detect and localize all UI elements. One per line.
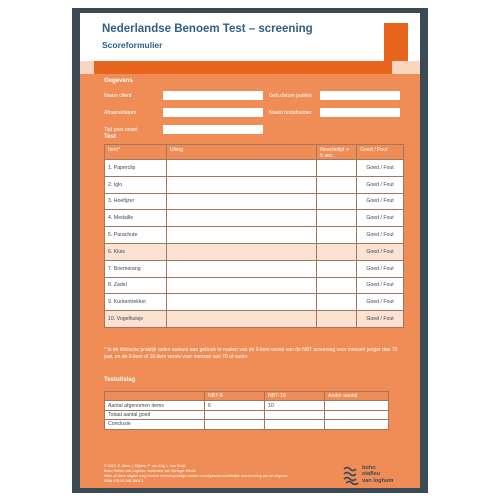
table-row xyxy=(105,210,404,227)
field-afnamedatum[interactable] xyxy=(163,108,263,117)
reactietijd-cell[interactable] xyxy=(317,311,357,328)
reactietijd-cell[interactable] xyxy=(317,294,357,311)
uiting-cell[interactable] xyxy=(166,311,316,328)
reactietijd-cell[interactable] xyxy=(317,176,357,193)
uiting-cell[interactable] xyxy=(166,193,316,210)
copyright-block xyxy=(104,464,288,484)
section-heading-test: Test xyxy=(104,134,116,140)
col-header-goed-fout: Goed / Fout xyxy=(357,145,404,160)
header-accent-block xyxy=(384,23,408,61)
goed-fout-cell[interactable]: Goed / Fout xyxy=(357,311,404,328)
table-row xyxy=(105,277,404,294)
result-row-label: Conclusie xyxy=(105,420,205,429)
goed-fout-cell[interactable]: Goed / Fout xyxy=(357,227,404,244)
table-row xyxy=(105,294,404,311)
table-row xyxy=(105,160,404,177)
uiting-cell[interactable] xyxy=(166,160,316,177)
result-cell-ander[interactable] xyxy=(325,410,389,419)
result-cell-nbt6[interactable]: 6 xyxy=(205,401,265,410)
uiting-cell[interactable] xyxy=(166,243,316,260)
result-col-header-nbt10: NBT-10 xyxy=(265,392,325,401)
result-table xyxy=(104,391,389,430)
logo-line: van loghum xyxy=(362,477,394,484)
goed-fout-cell[interactable]: Goed / Fout xyxy=(357,176,404,193)
item-label: 7. Boemerang xyxy=(105,260,167,277)
frame-bottom xyxy=(72,488,428,493)
test-table xyxy=(104,144,404,328)
item-label: 10. Vogelhuisje xyxy=(105,311,167,328)
frame-right xyxy=(420,13,428,488)
result-row-label: Totaal aantal goed xyxy=(105,410,205,419)
reactietijd-cell[interactable] xyxy=(317,243,357,260)
item-label: 8. Zadel xyxy=(105,277,167,294)
section-heading-gegevens: Gegevens xyxy=(104,78,133,84)
field-label-naam-testafnemer: Naam testafnemer xyxy=(269,110,312,116)
item-label: 6. Kluis xyxy=(105,243,167,260)
field-naam-client[interactable] xyxy=(163,91,263,100)
goed-fout-cell[interactable]: Goed / Fout xyxy=(357,193,404,210)
col-header-reactietijd: Reactietijd > 5 sec. xyxy=(317,145,357,160)
uiting-cell[interactable] xyxy=(166,277,316,294)
result-col-header-empty xyxy=(105,392,205,401)
uiting-cell[interactable] xyxy=(166,227,316,244)
reactietijd-cell[interactable] xyxy=(317,210,357,227)
result-cell-nbt10[interactable]: 10 xyxy=(265,401,325,410)
section-heading-testuitslag: Testuitslag xyxy=(104,377,136,383)
table-row xyxy=(105,401,389,410)
copyright-line: Niets uit deze uitgave mag worden vermenigvuldigd zonder voorafgaande schriftelijke toestemming van de uitgever. xyxy=(104,474,288,478)
table-row xyxy=(105,176,404,193)
goed-fout-cell[interactable]: Goed / Fout xyxy=(357,160,404,177)
goed-fout-cell[interactable]: Goed / Fout xyxy=(357,210,404,227)
field-geb-datum[interactable] xyxy=(320,91,400,100)
item-label: 3. Hoefijzer xyxy=(105,193,167,210)
result-row-label: Aantal afgenomen items xyxy=(105,401,205,410)
score-form-page xyxy=(80,13,420,488)
form-title: Nederlandse Benoem Test – screening xyxy=(102,23,313,35)
footnote: * In de klinische praktijk raden auteurs aan gebruik te maken van de 6-item versie van de NBT screening voor mensen jonger dan 70 jaar, en de 6-item of 10-item versie voor mensen van 70 of ouder. xyxy=(104,347,398,360)
goed-fout-cell[interactable]: Goed / Fout xyxy=(357,294,404,311)
result-cell-nbt6[interactable] xyxy=(205,420,265,429)
field-tijd-post-onset[interactable] xyxy=(163,125,263,134)
goed-fout-cell[interactable]: Goed / Fout xyxy=(357,243,404,260)
result-cell-nbt6[interactable] xyxy=(205,410,265,419)
table-row xyxy=(105,420,389,429)
reactietijd-cell[interactable] xyxy=(317,160,357,177)
header-stripe-dark xyxy=(94,61,392,74)
result-cell-ander[interactable] xyxy=(325,420,389,429)
field-label-naam-client: Naam cliënt xyxy=(104,93,132,99)
item-label: 5. Parachute xyxy=(105,227,167,244)
result-cell-ander[interactable] xyxy=(325,401,389,410)
uiting-cell[interactable] xyxy=(166,294,316,311)
field-label-tijd-post-onset: Tijd post onset xyxy=(104,127,138,133)
field-label-afnamedatum: Afnamedatum xyxy=(104,110,137,116)
col-header-uiting: Uiting xyxy=(166,145,316,160)
copyright-line: © 2023, E. Akes, I. Dijkers, P. van Zalj, L. van Ewijk xyxy=(104,464,186,468)
form-header xyxy=(80,13,420,61)
publisher-logo-text xyxy=(362,465,393,484)
logo-line: bohn xyxy=(362,465,376,471)
table-row xyxy=(105,260,404,277)
table-row xyxy=(105,243,404,260)
reactietijd-cell[interactable] xyxy=(317,227,357,244)
frame-left xyxy=(72,13,80,488)
result-col-header-nbt6: NBT-6 xyxy=(205,392,265,401)
result-cell-nbt10[interactable] xyxy=(265,410,325,419)
test-table-header xyxy=(105,145,404,160)
item-label: 1. Paperclip xyxy=(105,160,167,177)
copyright-line: ISBN 978 90 368 2864 3 xyxy=(104,479,144,483)
result-cell-nbt10[interactable] xyxy=(265,420,325,429)
table-row xyxy=(105,311,404,328)
uiting-cell[interactable] xyxy=(166,210,316,227)
publisher-logo-icon xyxy=(342,465,360,485)
uiting-cell[interactable] xyxy=(166,176,316,193)
col-header-item: Item* xyxy=(105,145,167,160)
table-row xyxy=(105,193,404,210)
goed-fout-cell[interactable]: Goed / Fout xyxy=(357,277,404,294)
reactietijd-cell[interactable] xyxy=(317,277,357,294)
publisher-logo xyxy=(342,465,412,487)
uiting-cell[interactable] xyxy=(166,260,316,277)
form-subtitle: Scoreformulier xyxy=(102,40,163,50)
table-row xyxy=(105,410,389,419)
field-label-geb-datum: Geb.datum patiënt xyxy=(269,93,312,99)
field-naam-testafnemer[interactable] xyxy=(320,108,400,117)
reactietijd-cell[interactable] xyxy=(317,260,357,277)
item-label: 9. Kurkentrekker xyxy=(105,294,167,311)
item-label: 2. Iglo xyxy=(105,176,167,193)
goed-fout-cell[interactable]: Goed / Fout xyxy=(357,260,404,277)
reactietijd-cell[interactable] xyxy=(317,193,357,210)
table-row xyxy=(105,227,404,244)
logo-line: stafleu xyxy=(362,471,381,478)
result-table-header xyxy=(105,392,389,401)
result-col-header-ander: Ander aantal xyxy=(325,392,389,401)
copyright-line: Bohn Stafleu van Loghum, onderdeel van Springer Media xyxy=(104,469,196,473)
item-label: 4. Medaille xyxy=(105,210,167,227)
